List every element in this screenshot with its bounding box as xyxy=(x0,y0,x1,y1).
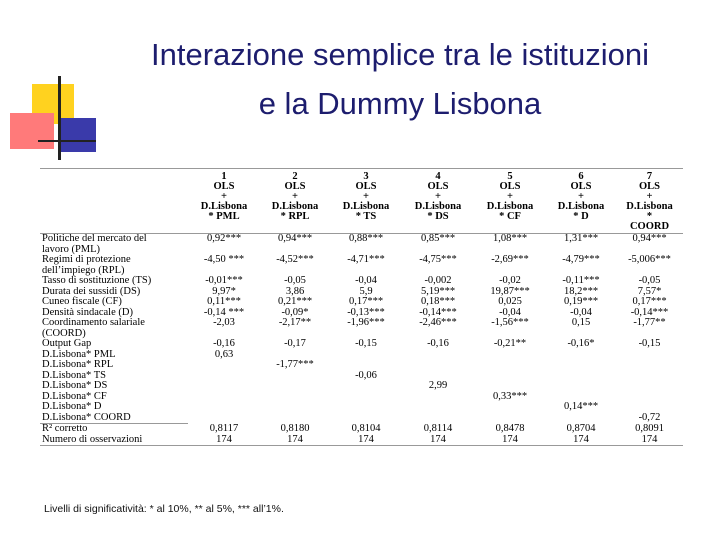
table-cell: 2,99 xyxy=(428,380,448,391)
table-cell xyxy=(188,371,260,382)
table-cell: 0,14*** xyxy=(563,401,599,412)
table-cell: 0,94*** xyxy=(632,233,667,244)
table-cell xyxy=(188,392,260,403)
table-cell xyxy=(546,360,616,371)
table-cell xyxy=(474,350,546,361)
column-header-line: 5 xyxy=(507,171,513,182)
table-cell: -0,002 xyxy=(424,275,452,286)
column-header-line: + xyxy=(435,191,441,202)
table-cell xyxy=(188,360,260,371)
table-cell: 174 xyxy=(330,435,402,446)
column-header-line: 1 xyxy=(221,171,227,182)
row-label-line: R² corretto xyxy=(42,423,88,434)
column-header-line: + xyxy=(507,191,513,202)
table-cell xyxy=(402,402,474,413)
table-cell: 0,8478 xyxy=(495,422,525,434)
table-row xyxy=(40,435,683,446)
table-cell: -1,96*** xyxy=(347,317,385,328)
column-header-line: 6 xyxy=(578,171,584,182)
table-cell: -0,21** xyxy=(493,338,527,349)
table-row xyxy=(40,297,683,308)
column-header-line: D.Lisbona xyxy=(342,201,390,212)
table-cell: 0,8104 xyxy=(351,422,381,434)
row-label-line: (COORD) xyxy=(42,327,86,339)
table-cell: 0,94*** xyxy=(277,233,313,244)
column-header-2 xyxy=(260,169,330,234)
table-cell xyxy=(474,402,546,413)
column-header-line: * xyxy=(646,211,653,222)
table-cell: 0,21*** xyxy=(277,296,313,307)
row-label xyxy=(40,360,188,371)
table-cell: 19,87*** xyxy=(490,285,530,297)
table-cell xyxy=(474,413,546,424)
column-header-3 xyxy=(330,169,402,234)
column-header-line: D.Lisbona xyxy=(557,201,605,212)
column-header-6 xyxy=(546,169,616,234)
decor-red-square xyxy=(10,113,54,149)
table-cell: 174 xyxy=(474,435,546,446)
table-cell xyxy=(402,350,474,361)
row-label-line: dell’impiego (RPL) xyxy=(42,264,125,276)
row-label xyxy=(40,402,188,413)
table-cell: -0,04 xyxy=(499,306,521,318)
slide-title-line-1: Interazione semplice tra le istituzioni xyxy=(151,37,649,72)
table-cell: -0,11*** xyxy=(562,275,600,286)
table-cell: -4,79*** xyxy=(562,254,600,265)
table-cell: -4,52*** xyxy=(276,254,314,265)
row-label xyxy=(40,413,188,424)
table-row xyxy=(40,255,683,276)
table-cell: -0,02 xyxy=(499,275,521,286)
column-header-line: * DS xyxy=(427,211,449,222)
table-cell: 174 xyxy=(402,435,474,446)
table-cell xyxy=(330,360,402,371)
column-header-line: + xyxy=(646,191,653,202)
table-cell: 174 xyxy=(188,435,260,446)
table-row xyxy=(40,339,683,350)
row-label-line: lavoro (PML) xyxy=(42,243,101,255)
column-header-line: COORD xyxy=(629,221,670,232)
column-header-5 xyxy=(474,169,546,234)
row-label-line: Numero di osservazioni xyxy=(42,433,143,445)
table-cell xyxy=(330,402,402,413)
footnote: Livelli di significatività: * al 10%, ** al 5%, *** all’1%. xyxy=(44,503,284,515)
table-cell: -1,56*** xyxy=(491,317,529,328)
column-header-line: OLS xyxy=(499,181,521,192)
table-row xyxy=(40,381,683,392)
table-row xyxy=(40,424,683,435)
column-header-7 xyxy=(616,169,683,234)
table-cell xyxy=(330,413,402,424)
table-row xyxy=(40,350,683,361)
row-label xyxy=(40,424,188,435)
row-label xyxy=(40,435,188,446)
table-cell: 0,33*** xyxy=(492,390,528,402)
column-header-line: * PML xyxy=(208,211,240,222)
column-header-line: OLS xyxy=(427,181,449,192)
table-cell: -0,05 xyxy=(284,275,306,286)
table-cell xyxy=(330,392,402,403)
table-cell: 3,86 xyxy=(285,285,305,297)
table-cell: -0,01*** xyxy=(205,275,243,286)
row-label-line: D.Lisbona* CF xyxy=(42,390,107,402)
table-cell: 0,19*** xyxy=(563,296,599,307)
table-cell: 0,63 xyxy=(214,348,234,360)
table-cell: -2,46*** xyxy=(419,317,457,328)
column-header-line: * D xyxy=(573,211,589,222)
row-label-line: Output Gap xyxy=(42,338,92,349)
decor-vertical-line xyxy=(58,76,61,160)
table-cell xyxy=(616,402,683,413)
table-cell: -0,72 xyxy=(638,411,661,423)
table-row xyxy=(40,371,683,382)
table-cell xyxy=(546,371,616,382)
column-header-line: 7 xyxy=(646,171,653,182)
table-cell xyxy=(546,350,616,361)
row-label-line: D.Lisbona* PML xyxy=(42,348,116,360)
column-header-line: OLS xyxy=(284,181,306,192)
table-cell: -0,15 xyxy=(355,338,377,349)
table-cell: 1,31*** xyxy=(563,233,599,244)
column-header-line: OLS xyxy=(638,181,660,192)
slide-title-line-2: e la Dummy Lisbona xyxy=(258,86,542,121)
row-label xyxy=(40,297,188,308)
row-label-line: Coordinamento salariale xyxy=(42,317,145,328)
column-header-line: * RPL xyxy=(280,211,310,222)
table-cell: -0,14*** xyxy=(630,306,669,318)
table-cell: 0,8704 xyxy=(566,422,596,434)
column-header-line: OLS xyxy=(570,181,592,192)
table-header-row xyxy=(40,169,683,234)
table-cell: 174 xyxy=(260,435,330,446)
column-header-line: D.Lisbona xyxy=(486,201,534,212)
row-label-line: Durata dei sussidi (DS) xyxy=(42,285,141,297)
column-header-line: 4 xyxy=(435,171,441,182)
column-header-4 xyxy=(402,169,474,234)
table-cell: 0,8117 xyxy=(209,422,239,434)
table-row xyxy=(40,318,683,339)
table-cell xyxy=(402,392,474,403)
column-header-line: * TS xyxy=(355,211,377,222)
table-cell: -0,15 xyxy=(638,338,661,349)
table-cell: 174 xyxy=(546,435,616,446)
table-cell xyxy=(260,392,330,403)
table-cell xyxy=(402,360,474,371)
table-cell: -0,09* xyxy=(281,306,309,318)
table-cell: 0,15 xyxy=(571,317,591,328)
table-cell: 0,8180 xyxy=(280,422,310,434)
table-cell: -0,17 xyxy=(284,338,306,349)
table-cell: 0,11*** xyxy=(207,296,241,307)
column-header-line: * CF xyxy=(499,211,521,222)
table-cell xyxy=(260,402,330,413)
column-header-line: D.Lisbona xyxy=(414,201,462,212)
column-header-line: 2 xyxy=(292,171,298,182)
table-cell: -0,16* xyxy=(567,338,595,349)
row-label xyxy=(40,276,188,287)
decor-horizontal-line xyxy=(38,140,96,142)
row-label-line: D.Lisbona* D xyxy=(42,401,102,412)
table-cell: -1,77*** xyxy=(276,359,314,370)
table-cell: 9,97* xyxy=(212,285,236,297)
column-header-line: OLS xyxy=(355,181,377,192)
table-row xyxy=(40,413,683,424)
table-cell: -4,75*** xyxy=(419,254,457,265)
row-label-line: D.Lisbona* DS xyxy=(42,380,108,391)
table-cell: 0,92*** xyxy=(206,233,242,244)
table-cell xyxy=(402,413,474,424)
table-row xyxy=(40,276,683,287)
table-cell: -1,77** xyxy=(633,317,666,328)
column-header-line: + xyxy=(221,191,227,202)
table-cell: 0,17*** xyxy=(348,296,384,307)
column-header-line: OLS xyxy=(213,181,235,192)
row-label xyxy=(40,339,188,350)
row-label-line: Politiche del mercato del xyxy=(42,233,147,244)
table-cell: -2,03 xyxy=(213,317,235,328)
table-header-empty xyxy=(40,169,188,234)
column-header-line: + xyxy=(363,191,369,202)
table-cell xyxy=(616,360,683,371)
table-row xyxy=(40,402,683,413)
table-row xyxy=(40,360,683,371)
table-cell xyxy=(546,381,616,392)
table-cell: 5,19*** xyxy=(420,285,456,297)
row-label-line: Tasso di sostituzione (TS) xyxy=(42,275,152,286)
table-cell: -0,16 xyxy=(427,338,449,349)
table-cell: -4,50 *** xyxy=(203,254,245,265)
table-cell: 0,18*** xyxy=(420,296,456,307)
table-cell xyxy=(260,371,330,382)
row-label xyxy=(40,381,188,392)
table-cell xyxy=(474,360,546,371)
row-label-line: Cuneo fiscale (CF) xyxy=(42,296,122,307)
table-cell xyxy=(260,381,330,392)
column-header-line: D.Lisbona xyxy=(200,201,248,212)
table-cell: 0,85*** xyxy=(420,233,456,244)
table-cell xyxy=(330,350,402,361)
column-header-line: + xyxy=(292,191,298,202)
table-cell: 0,88*** xyxy=(348,233,384,244)
table-cell: -0,14 *** xyxy=(203,306,245,318)
table-cell: -0,14*** xyxy=(419,306,457,318)
column-header-1 xyxy=(188,169,260,234)
row-label xyxy=(40,255,188,276)
table-cell xyxy=(616,371,683,382)
table-cell: -0,06 xyxy=(355,369,377,381)
table-cell xyxy=(474,381,546,392)
row-label xyxy=(40,234,188,256)
table-cell: 0,8091 xyxy=(635,422,664,434)
row-label-line: D.Lisbona* TS xyxy=(42,369,106,381)
table-cell: -0,13*** xyxy=(347,306,385,318)
table-cell xyxy=(546,413,616,424)
table-cell: -2,69*** xyxy=(491,254,529,265)
table-cell xyxy=(330,381,402,392)
table-cell xyxy=(616,381,683,392)
decor-blue-square xyxy=(60,118,96,152)
column-header-line: 3 xyxy=(363,171,369,182)
regression-table xyxy=(40,168,683,446)
column-header-line: D.Lisbona xyxy=(271,201,319,212)
column-header-line: D.Lisbona xyxy=(626,201,673,212)
column-header-line: + xyxy=(578,191,584,202)
table-cell: -4,71*** xyxy=(347,254,385,265)
table-cell: 0,8114 xyxy=(423,422,453,434)
table-cell: -0,04 xyxy=(355,275,377,286)
table-cell xyxy=(188,413,260,424)
table-cell xyxy=(188,402,260,413)
row-label-line: D.Lisbona* RPL xyxy=(42,359,114,370)
table-cell xyxy=(474,371,546,382)
table-cell: 7,57* xyxy=(637,285,662,297)
table-cell: 18,2*** xyxy=(563,285,599,297)
table-cell xyxy=(260,413,330,424)
row-label xyxy=(40,318,188,339)
table-cell: 174 xyxy=(616,435,683,446)
row-label-line: Regimi di protezione xyxy=(42,254,131,265)
table-cell xyxy=(616,392,683,403)
table-cell: 1,08*** xyxy=(492,233,528,244)
table-cell: 0,17*** xyxy=(632,296,667,307)
table-cell xyxy=(616,350,683,361)
table-cell: -2,17** xyxy=(278,317,312,328)
table-cell: -0,05 xyxy=(638,275,661,286)
row-label-line: Densità sindacale (D) xyxy=(42,306,133,318)
table-cell: -0,16 xyxy=(213,338,235,349)
table-cell: -0,04 xyxy=(570,306,592,318)
table-cell: 0,025 xyxy=(498,296,522,307)
table-cell: -5,006*** xyxy=(628,254,671,265)
table-cell xyxy=(188,381,260,392)
row-label-line: D.Lisbona* COORD xyxy=(42,411,131,423)
table-row xyxy=(40,234,683,256)
table-cell: 5,9 xyxy=(359,285,373,297)
